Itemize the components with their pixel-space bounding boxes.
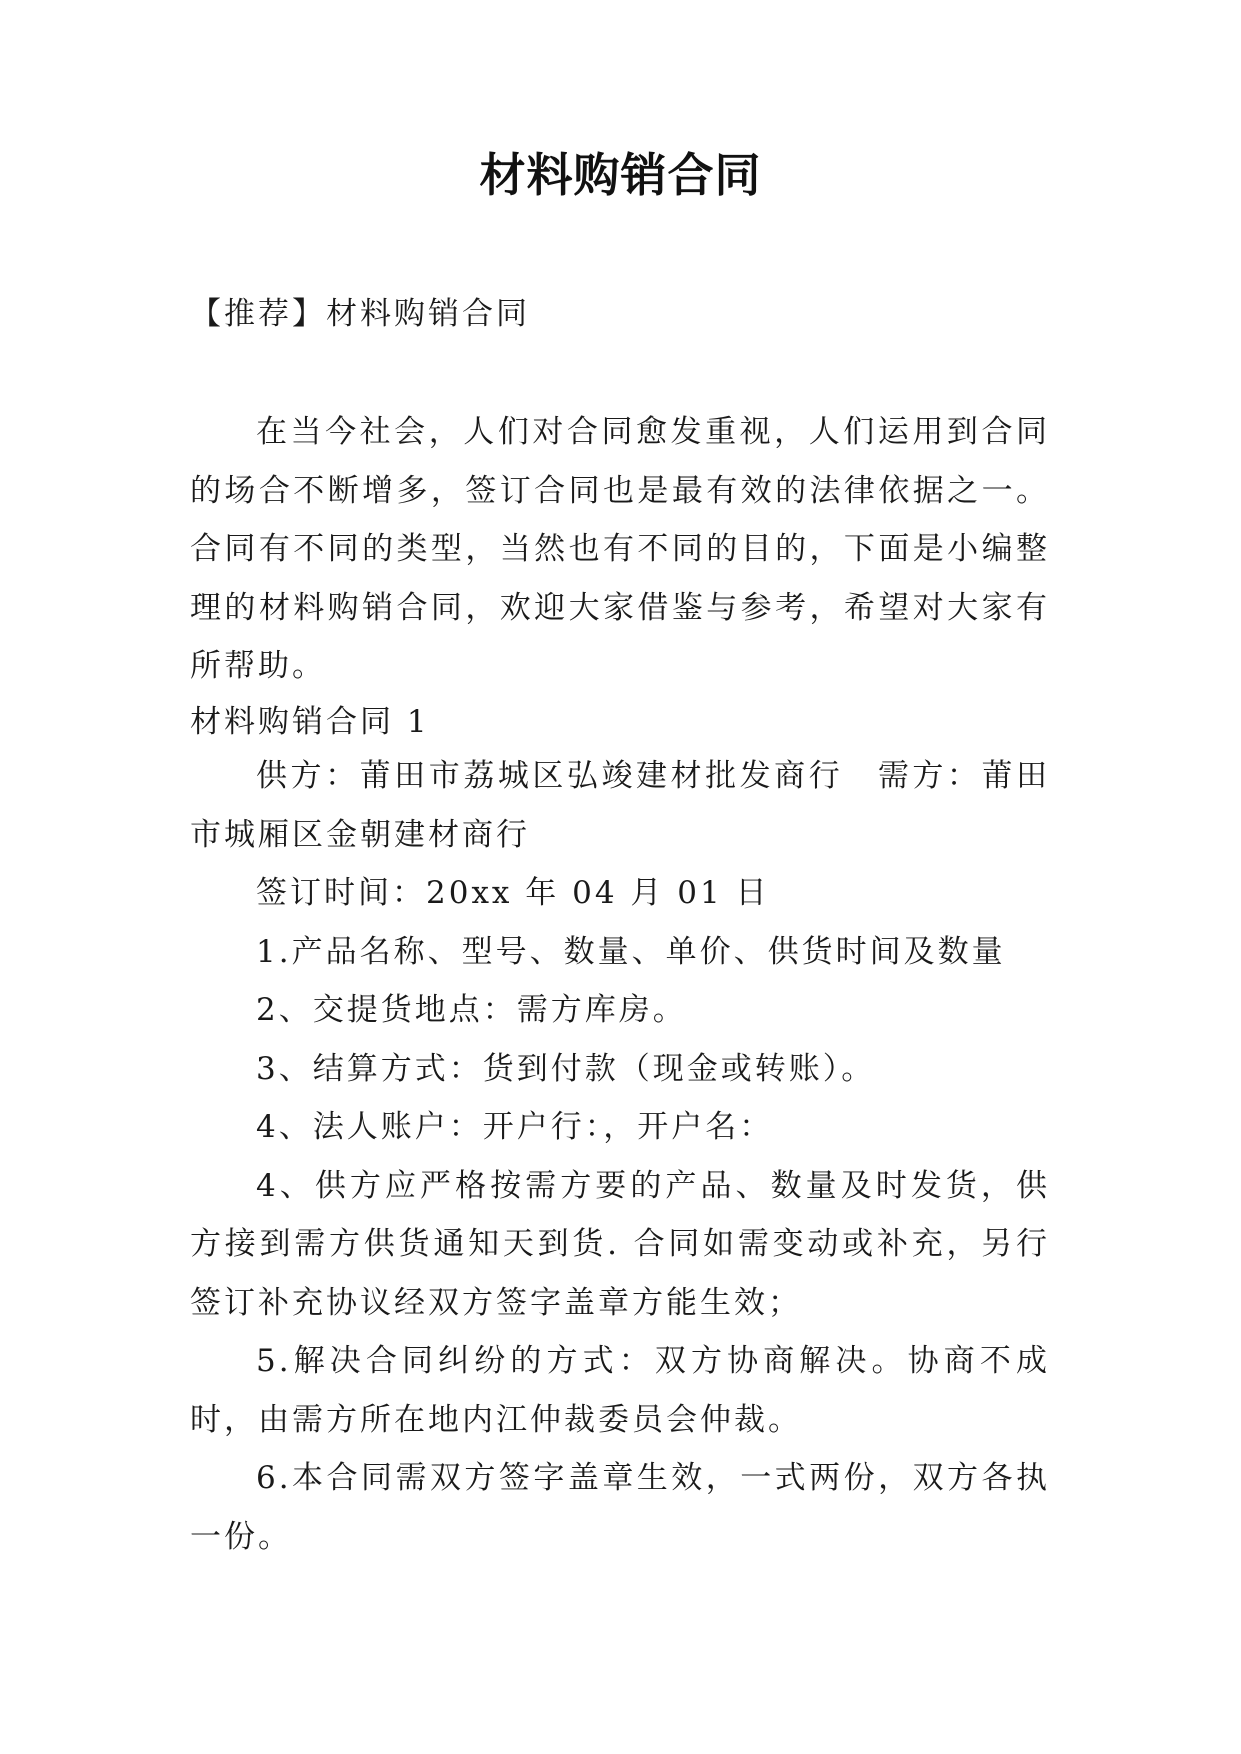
clause-supplier-obligation: 4、供方应严格按需方要的产品、数量及时发货，供方接到需方供货通知天到货. 合同如需变动或补充，另行签订补充协议经双方签字盖章方能生效； (190, 1167, 1050, 1321)
signing-date-paragraph: 签订时间：20xx 年 04 月 01 日 (256, 875, 770, 911)
document-title: 材料购销合同 (479, 148, 762, 202)
contract-heading: 材料购销合同 1 (190, 704, 430, 740)
clause-delivery-location: 2、交提货地点：需方库房。 (256, 992, 687, 1028)
clause-dispute-resolution: 5.解决合同纠纷的方式：双方协商解决。协商不成时，由需方所在地内江仲裁委员会仲裁。 (190, 1343, 1050, 1438)
clause-product: 1.产品名称、型号、数量、单价、供货时间及数量 (256, 933, 1006, 970)
contract-clauses (190, 747, 1050, 1566)
intro-paragraph: 在当今社会，人们对合同愈发重视，人们运用到合同的场合不断增多，签订合同也是最有效的法律依据之一。合同有不同的类型，当然也有不同的目的，下面是小编整理的材料购销合同，欢迎大家借鉴与参考，希望对大家有所帮助。 (190, 414, 1050, 684)
clause-effectiveness: 6.本合同需双方签字盖章生效，一式两份，双方各执一份。 (190, 1460, 1050, 1555)
parties-paragraph: 供方：莆田市荔城区弘竣建材批发商行 需方：莆田市城厢区金朝建材商行 (190, 758, 1050, 853)
clause-settlement: 3、结算方式：货到付款（现金或转账）。 (256, 1050, 876, 1087)
clause-account: 4、法人账户：开户行：，开户名： (256, 1109, 774, 1145)
recommend-line: 【推荐】材料购销合同 (190, 296, 530, 332)
